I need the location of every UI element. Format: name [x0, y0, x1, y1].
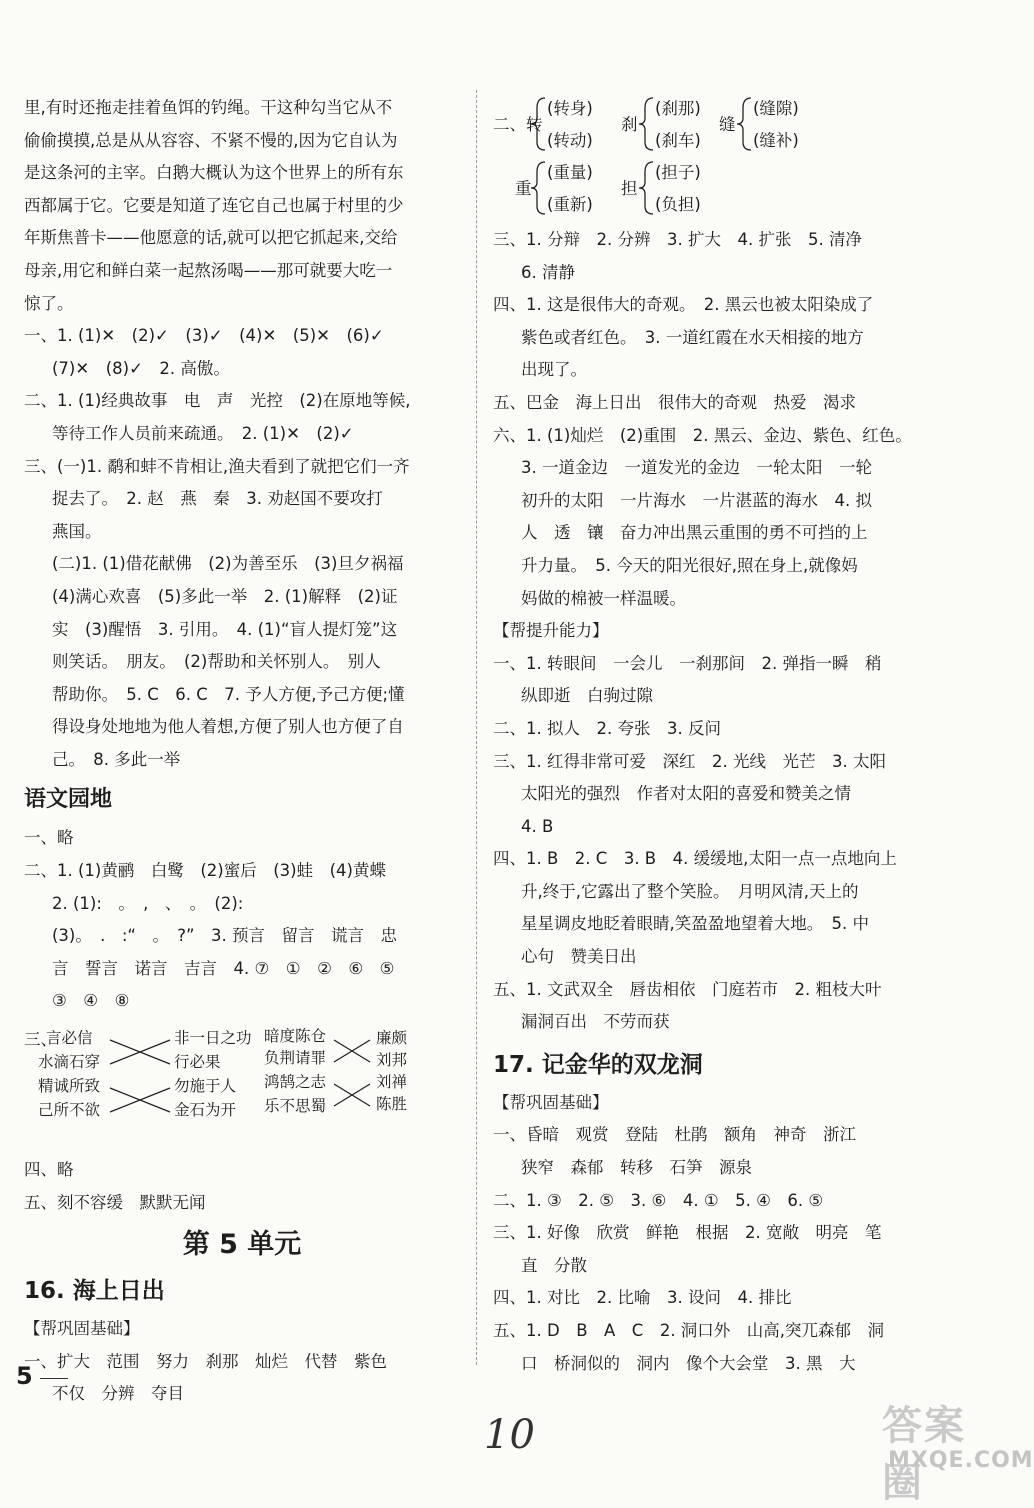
- text-line: 惊了。: [24, 293, 74, 313]
- brace-item: (缝补): [753, 131, 799, 150]
- text-line: 一、扩大 范围 努力 刹那 灿烂 代替 紫色: [24, 1351, 387, 1371]
- text-line: 升,终于,它露出了整个笑脸。 月明风清,天上的: [521, 881, 859, 901]
- intro-passage: [24, 92, 460, 320]
- match-b-right: 刘禅: [376, 1073, 408, 1092]
- match-a-right: 金石为开: [174, 1101, 237, 1120]
- text-line: 等待工作人员前来疏通。 2. (1)✕ (2)✓: [52, 423, 354, 443]
- brace-item: (重量): [547, 163, 593, 182]
- text-line: 三、1. 红得非常可爱 深红 2. 光线 光芒 3. 太阳: [493, 751, 886, 771]
- brace-item: (重新): [547, 195, 593, 214]
- text-line: 五、1. 文武双全 唇齿相依 门庭若市 2. 粗枝大叶: [493, 979, 882, 999]
- text-line: 燕国。: [52, 521, 102, 541]
- brace-char: 重: [515, 179, 532, 198]
- text-line: 漏洞百出 不劳而获: [521, 1012, 670, 1032]
- page-number-rule: [40, 1378, 68, 1379]
- text-line: 得设身处地地为他人着想,方便了别人也方便了自: [52, 717, 404, 737]
- text-line: 三、(一)1. 鹬和蚌不肯相让,渔夫看到了就把它们一齐: [24, 456, 410, 476]
- brace-char: 缝: [719, 115, 736, 134]
- text-line: (4)满心欢喜 (5)多此一举 2. (1)解释 (2)证: [52, 586, 398, 606]
- text-line: (二)1. (1)借花献佛 (2)为善至乐 (3)旦夕祸福: [52, 554, 404, 574]
- text-line: 一、略: [24, 828, 74, 848]
- text-line: 五、巴金 海上日出 很伟大的奇观 热爱 渴求: [493, 392, 856, 412]
- watermark-logo: [878, 1392, 1034, 1506]
- text-line: 不仅 分辨 夺目: [52, 1384, 184, 1404]
- text-line: 己。 8. 多此一举: [52, 749, 181, 769]
- left-column: [24, 92, 460, 1411]
- text-line: 口 桥洞似的 洞内 像个大会堂 3. 黑 大: [521, 1353, 856, 1373]
- answer-block: [493, 224, 931, 1039]
- unit-title: 第 5 单元: [182, 1229, 302, 1261]
- text-line: 心句 赞美日出: [521, 947, 637, 967]
- match-b-left: 暗度陈仓: [264, 1027, 327, 1046]
- brace-item: (缝隙): [753, 99, 799, 118]
- brace-char: 担: [621, 179, 638, 198]
- text-line: 西都属于它。它要是知道了连它自己也属于村里的少: [24, 195, 404, 215]
- text-line: 一、1. 转眼间 一会儿 一刹那间 2. 弹指一瞬 稍: [493, 653, 882, 673]
- match-a-left: 己所不欲: [38, 1101, 101, 1120]
- text-line: (7)✕ (8)✓ 2. 高傲。: [52, 358, 230, 378]
- text-line: 二、1. ③ 2. ⑤ 3. ⑥ 4. ① 5. ④ 6. ⑤: [493, 1190, 824, 1210]
- answer-block: [24, 320, 460, 776]
- brace-item: (刹车): [655, 131, 701, 150]
- lesson-tag: 【帮巩固基础】: [493, 1092, 609, 1112]
- text-line: 是这条河的主宰。白鹅大概认为这个世界上的所有东: [24, 163, 404, 183]
- match-a-right: 勿施于人: [174, 1077, 237, 1096]
- text-line: 帮助你。 5. C 6. C 7. 予人方便,予己方便;懂: [52, 684, 405, 704]
- brace-item: (刹那): [655, 99, 701, 118]
- text-line: 四、略: [24, 1160, 74, 1180]
- brace-prefix: 二、转: [493, 115, 543, 134]
- text-line: 四、1. B 2. C 3. B 4. 缓缓地,太阳一点一点地向上: [493, 849, 897, 869]
- text-line: 四、1. 对比 2. 比喻 3. 设问 4. 排比: [493, 1288, 792, 1308]
- lesson17-answers: [493, 1119, 931, 1380]
- handwritten-note: 10: [484, 1412, 535, 1458]
- page-number: 5: [16, 1362, 33, 1390]
- brace-item: (转身): [547, 99, 593, 118]
- match-a-left: 精诚所致: [38, 1077, 101, 1096]
- brace-item: (转动): [547, 131, 593, 150]
- polyphone-exercise: [493, 92, 931, 224]
- text-line: 3. 一道金边 一道发光的金边 一轮太阳 一轮: [521, 458, 872, 478]
- text-line: 则笑话。 朋友。 (2)帮助和关怀别人。 别人: [52, 652, 381, 672]
- text-line: 纵即逝 白驹过隙: [521, 686, 653, 706]
- text-line: 母亲,用它和鲜白菜一起熬汤喝——那可就要大吃一: [24, 260, 393, 280]
- column-divider: [476, 90, 477, 1365]
- match-a-left: 水滴石穿: [38, 1053, 101, 1072]
- match-label: 三、: [24, 1030, 57, 1050]
- text-line: (3)。 . :“ 。 ?” 3. 预言 留言 谎言 忠: [52, 926, 398, 946]
- brace-char: 刹: [621, 115, 638, 134]
- lesson16-answers: [24, 1346, 460, 1411]
- section-title: 语文园地: [24, 787, 113, 813]
- text-line: 人 透 镶 奋力冲出黑云重围的勇不可挡的上: [521, 523, 868, 543]
- text-line: 初升的太阳 一片海水 一片湛蓝的海水 4. 拟: [521, 490, 872, 510]
- text-line: 妈做的棉被一样温暖。: [521, 588, 686, 608]
- brace-item: (担子): [655, 163, 701, 182]
- text-line: 二、1. (1)经典故事 电 声 光控 (2)在原地等候,: [24, 391, 411, 411]
- match-b-right: 廉颇: [376, 1029, 408, 1048]
- text-line: 一、1. (1)✕ (2)✓ (3)✓ (4)✕ (5)✕ (6)✓: [24, 326, 384, 346]
- brace-item: (负担): [655, 195, 701, 214]
- text-line: 星星调皮地眨着眼睛,笑盈盈地望着大地。 5. 中: [521, 914, 869, 934]
- match-b-left: 乐不思蜀: [264, 1097, 327, 1116]
- text-line: 三、1. 分辩 2. 分辨 3. 扩大 4. 扩张 5. 清净: [493, 230, 862, 249]
- text-line: 六、1. (1)灿烂 (2)重围 2. 黑云、金边、紫色、红色。: [493, 425, 912, 445]
- text-line: 狭窄 森郁 转移 石笋 源泉: [521, 1158, 752, 1178]
- watermark-text: 答案圈: [882, 1403, 966, 1506]
- text-line: 一、昏暗 观赏 登陆 杜鹃 额角 神奇 浙江: [493, 1125, 856, 1145]
- match-b-right: 刘邦: [376, 1051, 408, 1070]
- text-line: 言 誓言 诺言 吉言 4. ⑦ ① ② ⑥ ⑤: [52, 958, 395, 978]
- yuwen-answers: [24, 822, 460, 1018]
- text-line: 实 (3)醒悟 3. 引用。 4. (1)“盲人提灯笼”这: [52, 619, 398, 639]
- match-b-left: 鸿鹄之志: [264, 1073, 327, 1092]
- text-line: 【帮提升能力】: [493, 621, 609, 641]
- text-line: 三、1. 好像 欣赏 鲜艳 根据 2. 宽敞 明亮 笔: [493, 1223, 882, 1243]
- match-a-right: 行必果: [174, 1053, 221, 1072]
- right-column: [493, 92, 931, 1380]
- match-b-right: 陈胜: [376, 1095, 408, 1114]
- text-line: 直 分散: [521, 1255, 587, 1275]
- match-a-left: 言必信: [46, 1029, 93, 1048]
- text-line: 4. B: [521, 816, 554, 836]
- text-line: 偷偷摸摸,总是从从容容、不紧不慢的,因为它自认为: [24, 130, 398, 150]
- text-line: ③ ④ ⑧: [52, 991, 130, 1011]
- text-line: 五、刻不容缓 默默无闻: [24, 1192, 206, 1212]
- match-b-left: 负荆请罪: [264, 1049, 327, 1068]
- lesson-title: 16. 海上日出: [24, 1278, 165, 1305]
- text-line: 五、1. D B A C 2. 洞口外 山高,突兀森郁 洞: [493, 1321, 885, 1340]
- text-line: 年斯焦普卡——他愿意的话,就可以把它抓起来,交给: [24, 228, 398, 248]
- lesson-tag: 【帮巩固基础】: [24, 1319, 140, 1339]
- text-line: 太阳光的强烈 作者对太阳的喜爱和赞美之情: [521, 784, 851, 804]
- text-line: 6. 清静: [521, 262, 575, 282]
- text-line: 升力量。 5. 今天的阳光很好,照在身上,就像妈: [521, 555, 858, 575]
- matching-exercise: [24, 1026, 460, 1148]
- watermark-url: MXQE.COM: [888, 1448, 1034, 1473]
- text-line: 2. (1): 。 , 、 。 (2):: [52, 893, 244, 913]
- text-line: 紫色或者红色。 3. 一道红霞在水天相接的地方: [521, 327, 864, 347]
- text-line: 四、1. 这是很伟大的奇观。 2. 黑云也被太阳染成了: [493, 295, 874, 315]
- lesson-title: 17. 记金华的双龙洞: [493, 1051, 703, 1078]
- match-a-right: 非一日之功: [174, 1029, 252, 1048]
- text-line: 里,有时还拖走挂着鱼饵的钓绳。干这种勾当它从不: [24, 98, 393, 117]
- text-line: 二、1. 拟人 2. 夸张 3. 反问: [493, 718, 721, 738]
- text-line: 出现了。: [521, 360, 587, 380]
- text-line: 捉去了。 2. 赵 燕 秦 3. 劝赵国不要攻打: [52, 489, 383, 509]
- text-line: 二、1. (1)黄鹂 白鹭 (2)蜜后 (3)蛙 (4)黄蝶: [24, 861, 386, 881]
